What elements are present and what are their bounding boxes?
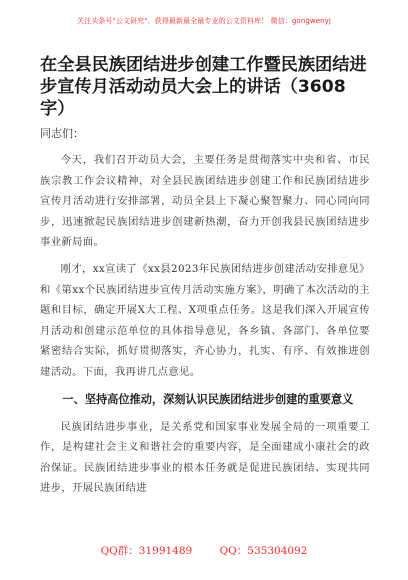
section-heading-1: 一、坚持高位推动，深刻认识民族团结进步创建的重要意义 [62,392,354,406]
page-footer [0,543,408,558]
document-title: 在全县民族团结进步创建工作暨民族团结进步宣传月活动动员大会上的讲话（3608字） [40,55,367,119]
salutation: 同志们： [40,127,84,140]
footer-qq: QQ：535304092 [219,545,308,557]
paragraph-3: 民族团结进步事业，是关系党和国家事业发展全局的一项重要工作，是构建社会主义和谐社会的重要内容，是全面建成小康社会的政治保证。民族团结进步事业的根本任务就是促进民族团结、实现共同进步，开展民族团结进 [40,420,370,495]
document-body [40,54,370,499]
footer-qq-group: QQ群：31991489 [100,545,193,557]
paragraph-1: 今天，我们召开动员大会，主要任务是贯彻落实中央和省、市民族宗教工作会议精神，对全县民族团结进步创建工作和民族团结进步宣传月活动进行安排部署，动员全县上下凝心聚智聚力、同心同向同步，迅速掀起民族团结进步创建新热潮，奋力开创我县民族团结进步事业新局面。 [40,154,370,249]
promo-banner: 关注头条号"公文研究"，获得最新最全最专业的公文资料库！ 微信：gongwenyj [77,17,331,25]
paragraph-2: 刚才，xx宣读了《xx县2023年民族团结进步创建活动安排意见》和《第xx个民族团结进步宣传月活动实施方案》，明确了本次活动的主题和目标，确定开展X大工程、X项重点任务。这是我们深入开展宣传月活动和创建示范单位的具体指导意见，各乡镇、各部门、各单位要紧密结合实际，抓好贯彻落实，齐心协力，扎实、有序、有效推进创建活动。下面，我再讲几点意见。 [40,262,370,378]
